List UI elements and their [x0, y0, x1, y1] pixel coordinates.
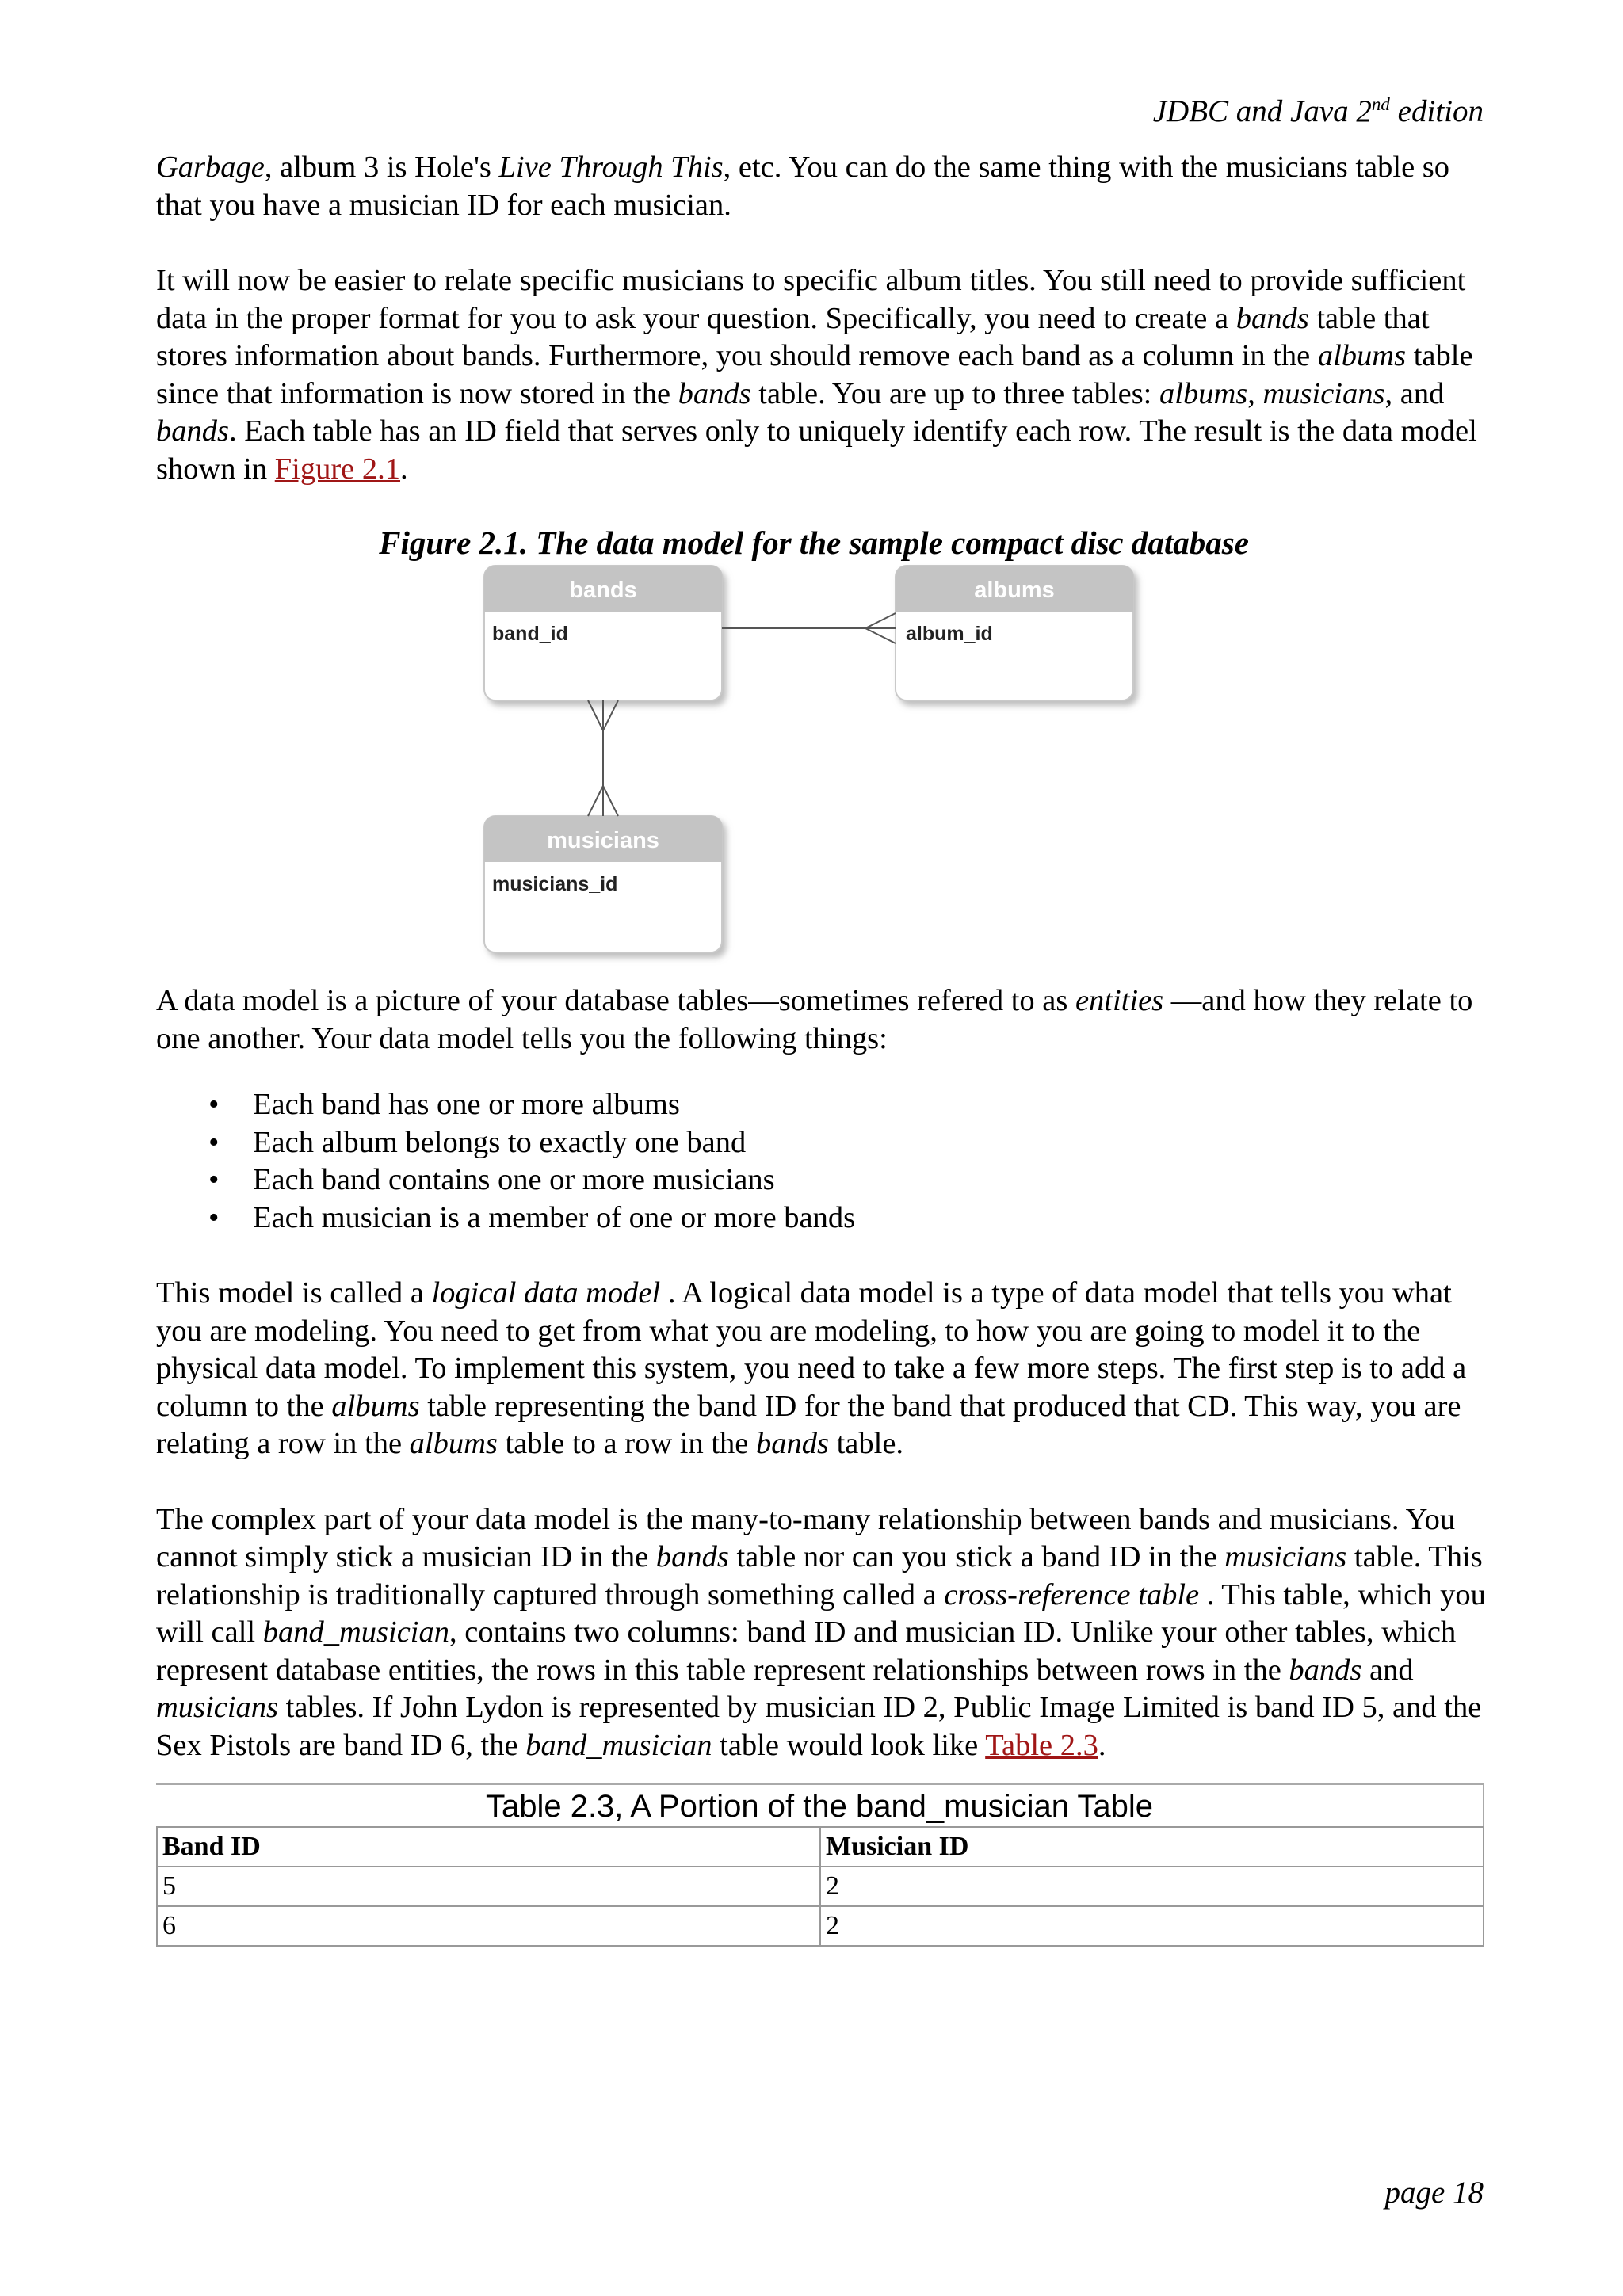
page-content [156, 149, 1487, 1947]
text: . [400, 452, 408, 486]
text: . [1098, 1728, 1106, 1762]
text: table. This relationship is traditionally captured through something called a [156, 1540, 1483, 1611]
text: table that stores information about bands. Furthermore, you should remove each band as a column in the [156, 301, 1430, 372]
bullet-list [156, 1086, 1487, 1237]
text: This model is called a [156, 1276, 432, 1310]
text: and [1361, 1653, 1414, 1687]
bullet: • [208, 1163, 220, 1196]
table-cell: 2 [820, 1867, 1484, 1906]
table-row [157, 1867, 1484, 1906]
italic-text: musicians [1262, 376, 1385, 410]
italic-text: band_musician [262, 1615, 449, 1649]
italic-text: albums [331, 1389, 420, 1423]
italic-text: bands [156, 414, 229, 448]
list-item [156, 1124, 1487, 1162]
header-title: JDBC and Java 2 [1152, 94, 1372, 128]
italic-text: bands [678, 376, 751, 410]
list-item-text: Each musician is a member of one or more bands [253, 1200, 856, 1234]
text: . Each table has an ID field that serves only to uniquely identify each row. The result is the data model shown in [156, 414, 1477, 486]
italic-text: Live Through This [498, 151, 724, 184]
text: , album 3 is Hole's [264, 151, 499, 184]
page-number: page 18 [1384, 2176, 1484, 2210]
italic-text: bands [1235, 301, 1309, 335]
table-caption: Table 2.3, A Portion of the band_musician Table [156, 1783, 1484, 1826]
italic-text: logical data model [431, 1276, 661, 1310]
entity-title: bands [569, 578, 637, 603]
italic-text: albums [409, 1427, 498, 1460]
text: . A logical data model is a type of data model that tells you what you are modeling. You need to get from what you are modeling, to how you are going to model it to the physical data model. To implement this system, you need to take a few more steps. The first step is to add a column to the [156, 1276, 1467, 1423]
entity-title: albums [974, 578, 1055, 603]
band-musician-table [156, 1826, 1484, 1947]
paragraph-1 [156, 149, 1487, 224]
text: table to a row in the [497, 1427, 756, 1460]
entity-field: album_id [906, 623, 993, 645]
text: table. You are up to three tables: [750, 376, 1159, 410]
bullet: • [208, 1125, 220, 1159]
text: table. [828, 1427, 904, 1460]
text: , etc. You can do the same thing with the musicians table so that you have a musician ID for each musician. [156, 151, 1450, 222]
list-item [156, 1086, 1487, 1124]
paragraph-4 [156, 1275, 1487, 1463]
text: —and how they relate to one another. Your data model tells you the following things: [156, 984, 1473, 1055]
italic-text: bands [655, 1540, 729, 1573]
list-item [156, 1199, 1487, 1238]
header-title-end: edition [1389, 94, 1484, 128]
figure-caption: Figure 2.1. The data model for the sample compact disc database [379, 524, 1249, 561]
column-header: Band ID [157, 1827, 820, 1867]
list-item-text: Each album belongs to exactly one band [253, 1125, 747, 1159]
musicians-entity [484, 816, 722, 952]
text: table would look like [712, 1728, 986, 1762]
running-header [1153, 93, 1484, 129]
albums-entity [896, 566, 1133, 700]
list-item [156, 1161, 1487, 1199]
paragraph-3 [156, 982, 1487, 1058]
bullet: • [208, 1088, 220, 1121]
italic-text: albums [1317, 339, 1407, 372]
table-2-3-link[interactable]: Table 2.3 [985, 1728, 1098, 1762]
table-cell: 6 [157, 1906, 820, 1946]
italic-text: albums [1159, 376, 1248, 410]
text: table nor can you stick a band ID in the [728, 1540, 1225, 1573]
paragraph-2 [156, 262, 1487, 488]
table-block [156, 1783, 1487, 1947]
diagram-svg [156, 563, 1487, 982]
figure-2-1-link[interactable]: Figure 2.1 [274, 452, 401, 486]
column-header: Musician ID [820, 1827, 1484, 1867]
table-cell: 5 [157, 1867, 820, 1906]
entity-title: musicians [547, 828, 659, 853]
italic-text: bands [1289, 1653, 1362, 1687]
list-item-text: Each band has one or more albums [253, 1088, 680, 1121]
italic-text: band_musician [525, 1728, 712, 1762]
italic-text: Garbage [156, 151, 265, 184]
paragraph-5 [156, 1501, 1487, 1765]
italic-text: musicians [1224, 1540, 1347, 1573]
text: . This table, which you will call [156, 1577, 1486, 1649]
text: tables. If John Lydon is represented by musician ID 2, Public Image Limited is band ID 5, and the Sex Pistols are band ID 6, the [156, 1691, 1482, 1762]
text: A data model is a picture of your database tables—sometimes refered to as [156, 984, 1075, 1017]
italic-text: entities [1075, 984, 1164, 1017]
text: , and [1384, 376, 1445, 410]
italic-text: musicians [156, 1691, 278, 1724]
text: The complex part of your data model is the many-to-many relationship between bands and musicians. You cannot simply stick a musician ID in the [156, 1502, 1456, 1573]
text: It will now be easier to relate specific musicians to specific album titles. You still need to provide sufficient data in the proper format for you to ask your question. Specifically, you need to create a [156, 264, 1466, 335]
italic-text: bands [755, 1427, 829, 1460]
data-model-diagram [156, 563, 1487, 982]
text: , contains two columns: band ID and musician ID. Unlike your other tables, which represent database entities, the rows in this table represent relationships between rows in the [156, 1615, 1457, 1687]
table-header-row [157, 1827, 1484, 1867]
bullet: • [208, 1200, 220, 1234]
entity-field: musicians_id [492, 873, 618, 895]
text: , [1247, 376, 1263, 410]
bands-albums-relationship [722, 613, 896, 643]
header-superscript: nd [1371, 94, 1390, 114]
entity-field: band_id [492, 623, 568, 645]
bands-musicians-relationship [588, 700, 618, 816]
text: table since that information is now stored in the [156, 339, 1473, 410]
list-item-text: Each band contains one or more musicians [253, 1163, 775, 1196]
table-cell: 2 [820, 1906, 1484, 1946]
table-row [157, 1906, 1484, 1946]
bands-entity [484, 566, 722, 700]
italic-text: cross-reference table [944, 1577, 1200, 1611]
text: table representing the band ID for the band that produced that CD. This way, you are relating a row in the [156, 1389, 1461, 1460]
